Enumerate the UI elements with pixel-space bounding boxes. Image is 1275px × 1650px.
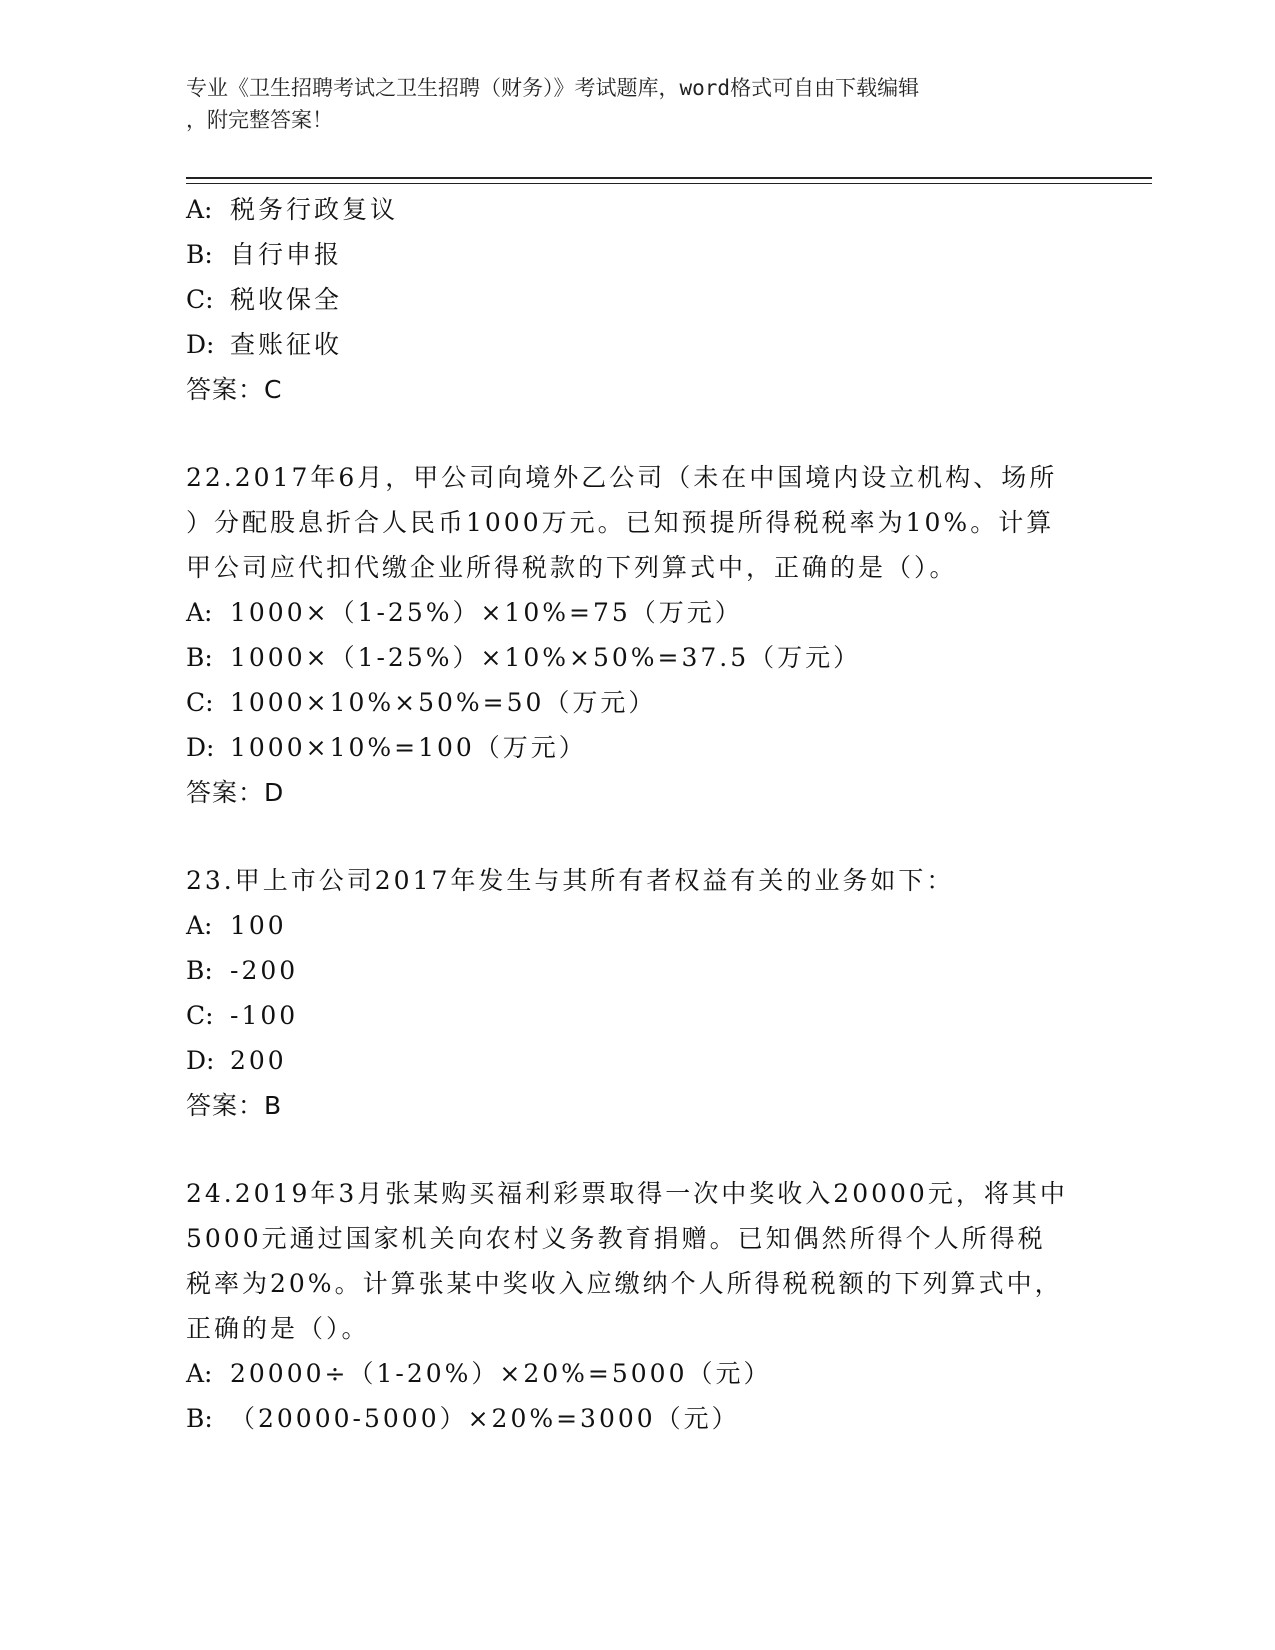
option-text: 查账征收 [230, 330, 343, 359]
spacer [186, 412, 1086, 455]
question-content [186, 187, 1086, 1441]
option-text: 税务行政复议 [230, 195, 399, 224]
spacer [186, 815, 1086, 858]
option-label: A: [186, 598, 213, 627]
option-text: 税收保全 [230, 285, 343, 314]
option-label: A: [186, 1359, 213, 1388]
document-header [186, 72, 1066, 136]
option-label: A: [186, 195, 213, 224]
option-label: D: [186, 733, 215, 762]
option-b [186, 948, 1086, 993]
answer-line: 答案：B [186, 1091, 283, 1120]
option-label: D: [186, 330, 215, 359]
option-b [186, 1396, 1086, 1441]
option-a [186, 187, 1086, 232]
option-label: C: [186, 285, 214, 314]
option-text: 100 [230, 911, 287, 940]
option-d [186, 322, 1086, 367]
question-stem-line: 23.甲上市公司2017年发生与其所有者权益有关的业务如下： [186, 866, 955, 895]
header-divider [186, 177, 1152, 184]
question-stem-line: 22.2017年6月，甲公司向境外乙公司（未在中国境内设立机构、场所 [186, 463, 1058, 492]
answer-line: 答案：D [186, 778, 285, 807]
option-b [186, 635, 1086, 680]
option-c [186, 277, 1086, 322]
option-text: 200 [230, 1046, 287, 1075]
option-text: -200 [230, 956, 299, 985]
header-line-2: ，附完整答案！ [186, 108, 333, 132]
header-line-1: 专业《卫生招聘考试之卫生招聘（财务）》考试题库，word格式可自由下载编辑 [186, 76, 920, 100]
question-stem-line: 正确的是（）。 [186, 1314, 370, 1343]
option-text: 1000×10%=100（万元） [230, 733, 587, 762]
option-label: B: [186, 1404, 213, 1433]
question-24 [186, 1171, 1086, 1441]
option-text: 1000×（1-25%）×10%=75（万元） [230, 598, 743, 627]
option-label: B: [186, 643, 213, 672]
option-label: C: [186, 688, 214, 717]
option-b [186, 232, 1086, 277]
option-text: （20000-5000）×20%=3000（元） [230, 1404, 740, 1433]
option-label: C: [186, 1001, 214, 1030]
option-label: B: [186, 240, 213, 269]
option-c [186, 993, 1086, 1038]
question-21 [186, 187, 1086, 412]
question-23 [186, 858, 1086, 1128]
option-a [186, 903, 1086, 948]
option-text: -100 [230, 1001, 299, 1030]
option-a [186, 590, 1086, 635]
answer-line: 答案：C [186, 375, 283, 404]
question-stem-line: 甲公司应代扣代缴企业所得税款的下列算式中，正确的是（）。 [186, 553, 958, 582]
option-label: A: [186, 911, 213, 940]
question-stem-line: 24.2019年3月张某购买福利彩票取得一次中奖收入20000元，将其中 [186, 1179, 1068, 1208]
option-d [186, 1038, 1086, 1083]
option-a [186, 1351, 1086, 1396]
option-d [186, 725, 1086, 770]
question-22 [186, 455, 1086, 815]
option-label: D: [186, 1046, 215, 1075]
question-stem-line: 税率为20%。计算张某中奖收入应缴纳个人所得税税额的下列算式中， [186, 1269, 1063, 1298]
question-stem-line: ）分配股息折合人民币1000万元。已知预提所得税税率为10%。计算 [186, 508, 1055, 537]
option-label: B: [186, 956, 213, 985]
option-c [186, 680, 1086, 725]
option-text: 20000÷（1-20%）×20%=5000（元） [230, 1359, 772, 1388]
option-text: 1000×（1-25%）×10%×50%=37.5（万元） [230, 643, 862, 672]
question-stem-line: 5000元通过国家机关向农村义务教育捐赠。已知偶然所得个人所得税 [186, 1224, 1046, 1253]
option-text: 1000×10%×50%=50（万元） [230, 688, 657, 717]
option-text: 自行申报 [230, 240, 343, 269]
spacer [186, 1128, 1086, 1171]
